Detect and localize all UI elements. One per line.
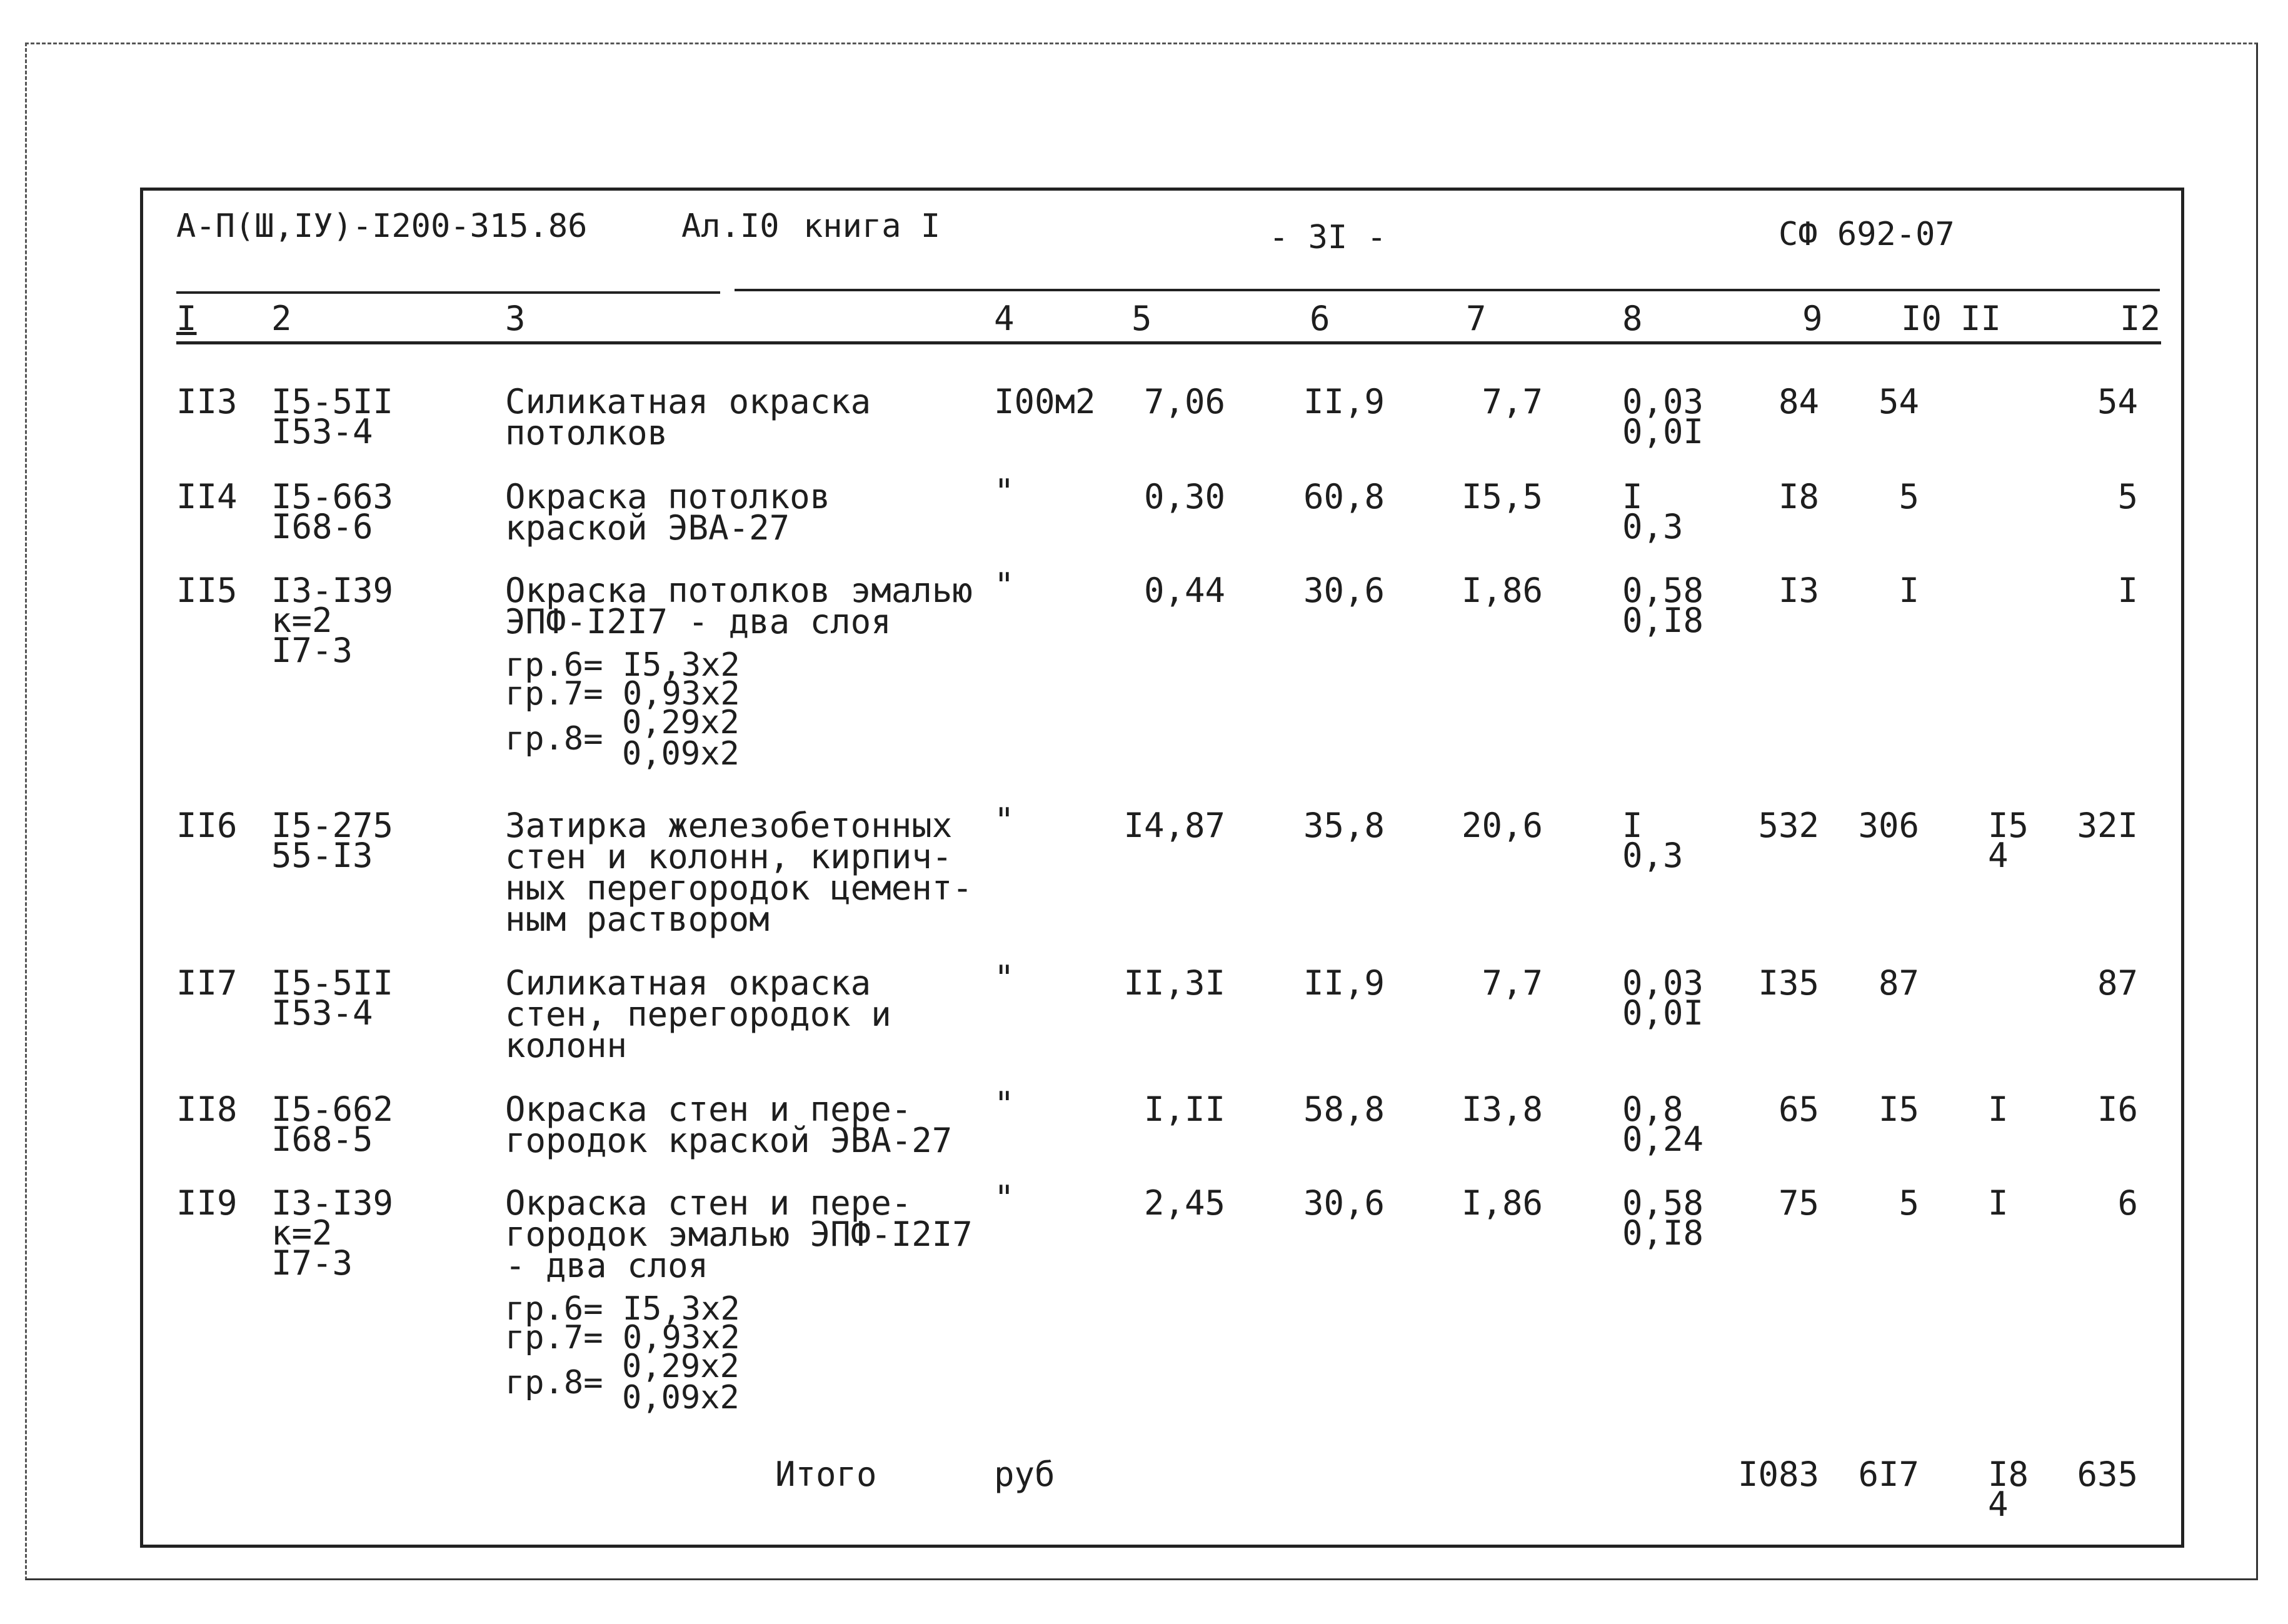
col7-value: I5,5: [1461, 477, 1543, 516]
col9-value: 84: [1778, 382, 1819, 421]
col8-value: 0,0I: [1622, 993, 1704, 1033]
rate-code: I7-3: [271, 631, 353, 670]
work-description: Окраска стен и пере-: [505, 1090, 912, 1129]
work-description: стен и колонн, кирпич-: [505, 837, 953, 876]
col9-value: I3: [1778, 571, 1819, 610]
col6-value: 30,6: [1303, 1183, 1385, 1223]
rate-code: I5-5II: [271, 963, 394, 1003]
rate-code: к=2: [271, 601, 333, 640]
col9-value: 75: [1778, 1183, 1819, 1223]
rate-code: I7-3: [271, 1243, 353, 1283]
work-description: городок краской ЭВА-27: [505, 1121, 953, 1160]
col6-value: 58,8: [1303, 1090, 1385, 1129]
col10-value: I5: [1878, 1090, 1919, 1129]
header-rule-right: [735, 289, 2160, 291]
rate-code: I5-275: [271, 806, 394, 845]
unit: ": [994, 958, 1015, 998]
row-number: II3: [176, 382, 238, 421]
unit: I00м2: [994, 382, 1096, 421]
col8-value: I: [1622, 477, 1643, 516]
rate-code: I53-4: [271, 993, 373, 1033]
col9-value: 65: [1778, 1090, 1819, 1129]
col5-value: II,3I: [1123, 963, 1225, 1003]
total-col10: 6I7: [1858, 1455, 1919, 1494]
work-description: - два слоя: [505, 1246, 709, 1285]
album-number: Ал.I0: [681, 208, 780, 245]
rate-code: I5-663: [271, 477, 394, 516]
total-unit: руб: [994, 1455, 1055, 1494]
col5-value: 0,30: [1143, 477, 1225, 516]
rate-code: I53-4: [271, 412, 373, 451]
rate-code: I5-662: [271, 1090, 394, 1129]
column-header-rule: [176, 341, 2161, 344]
col8-value: 0,58: [1622, 1183, 1704, 1223]
work-description: Окраска потолков: [505, 477, 831, 516]
column-header-11: II: [1960, 299, 2002, 338]
series-code: СФ 692-07: [1779, 216, 1955, 253]
col6-value: 30,6: [1303, 571, 1385, 610]
col5-value: 2,45: [1143, 1183, 1225, 1223]
col8-value: 0,8: [1622, 1090, 1683, 1129]
col12-value: 32I: [2077, 806, 2138, 845]
rate-code: I68-5: [271, 1120, 373, 1159]
column-header-8: 8: [1622, 299, 1643, 338]
col5-value: 0,44: [1143, 571, 1225, 610]
row-number: II6: [176, 806, 238, 845]
col8-value: 0,03: [1622, 963, 1704, 1003]
col11-value: 4: [1988, 836, 2009, 875]
formula-line: гр.7= 0,93х2: [505, 675, 740, 713]
row-number: II7: [176, 963, 238, 1003]
formula-line: гр.6= I5,3х2: [505, 646, 740, 684]
col12-value: 54: [2097, 382, 2138, 421]
col5-value: I4,87: [1123, 806, 1225, 845]
col5-value: 7,06: [1143, 382, 1225, 421]
column-header-5: 5: [1131, 299, 1152, 338]
column-header-12: I2: [2120, 299, 2161, 338]
work-description: Окраска потолков эмалью: [505, 571, 973, 610]
col10-value: 5: [1899, 477, 1919, 516]
total-col11: 4: [1988, 1485, 2009, 1524]
work-description: ных перегородок цемент-: [505, 868, 973, 908]
column-header-9: 9: [1802, 299, 1823, 338]
total-label: Итого: [775, 1455, 877, 1494]
col7-value: 20,6: [1461, 806, 1543, 845]
row-number: II8: [176, 1090, 238, 1129]
total-col12: 635: [2077, 1455, 2138, 1494]
unit: ": [994, 566, 1015, 605]
book-number: книга I: [803, 208, 941, 245]
col8-value: 0,I8: [1622, 1213, 1704, 1253]
rate-code: I5-5II: [271, 382, 394, 421]
work-description: Силикатная окраска: [505, 382, 871, 421]
formula-line: 0,09х2: [622, 1379, 740, 1416]
rate-code: I3-I39: [271, 1183, 394, 1223]
column-header-3: 3: [505, 299, 526, 338]
formula-line: 0,29х2: [622, 1348, 740, 1385]
col9-value: I8: [1778, 477, 1819, 516]
rate-code: I3-I39: [271, 571, 394, 610]
col8-value: 0,3: [1622, 836, 1683, 875]
col10-value: I: [1899, 571, 1919, 610]
col5-value: I,II: [1143, 1090, 1225, 1129]
col10-value: 5: [1899, 1183, 1919, 1223]
col12-value: 87: [2097, 963, 2138, 1003]
unit: ": [994, 1178, 1015, 1218]
rate-code: I68-6: [271, 507, 373, 546]
col10-value: 306: [1858, 806, 1919, 845]
document-code: А-П(Ш,IУ)-I200-315.86: [176, 208, 588, 245]
total-col9: I083: [1737, 1455, 1819, 1494]
col7-value: I3,8: [1461, 1090, 1543, 1129]
col7-value: 7,7: [1482, 963, 1543, 1003]
work-description: колонн: [505, 1026, 628, 1065]
col8-value: 0,3: [1622, 507, 1683, 546]
work-description: Затирка железобетонных: [505, 806, 953, 845]
col9-value: I35: [1758, 963, 1819, 1003]
col8-value: 0,58: [1622, 571, 1704, 610]
col11-value: I5: [1988, 806, 2029, 845]
col9-value: 532: [1758, 806, 1819, 845]
col7-value: I,86: [1461, 1183, 1543, 1223]
formula-line: гр.8=: [505, 1364, 603, 1401]
col11-value: I: [1988, 1183, 2009, 1223]
rate-code: к=2: [271, 1213, 333, 1253]
col6-value: 60,8: [1303, 477, 1385, 516]
header-rule-left: [176, 291, 720, 294]
work-description: ЭПФ-I2I7 - два слоя: [505, 602, 891, 641]
total-col11: I8: [1988, 1455, 2029, 1494]
col11-value: I: [1988, 1090, 2009, 1129]
column-header-10: I0: [1901, 299, 1942, 338]
column-header-7: 7: [1466, 299, 1487, 338]
row-number: II5: [176, 571, 238, 610]
col6-value: II,9: [1303, 382, 1385, 421]
col12-value: 6: [2117, 1183, 2138, 1223]
formula-line: 0,29х2: [622, 704, 740, 741]
column-header-2: 2: [271, 299, 292, 338]
col12-value: I: [2117, 571, 2138, 610]
rate-code: 55-I3: [271, 836, 373, 875]
formula-line: гр.7= 0,93х2: [505, 1319, 740, 1356]
formula-line: 0,09х2: [622, 735, 740, 773]
col7-value: I,86: [1461, 571, 1543, 610]
col6-value: 35,8: [1303, 806, 1385, 845]
column-header-1: I: [176, 299, 197, 338]
col7-value: 7,7: [1482, 382, 1543, 421]
page-number: - 3I -: [1269, 219, 1387, 256]
col8-value: 0,24: [1622, 1120, 1704, 1159]
unit: ": [994, 801, 1015, 840]
col10-value: 87: [1878, 963, 1919, 1003]
work-description: потолков: [505, 413, 668, 453]
formula-line: гр.8=: [505, 720, 603, 758]
work-description: краской ЭВА-27: [505, 508, 790, 548]
row-number: II9: [176, 1183, 238, 1223]
unit: ": [994, 1085, 1015, 1124]
column-header-4: 4: [994, 299, 1015, 338]
col6-value: II,9: [1303, 963, 1385, 1003]
unit: ": [994, 472, 1015, 511]
formula-line: гр.6= I5,3х2: [505, 1290, 740, 1328]
col12-value: 5: [2117, 477, 2138, 516]
col8-value: 0,I8: [1622, 601, 1704, 640]
col10-value: 54: [1878, 382, 1919, 421]
col8-value: 0,0I: [1622, 412, 1704, 451]
col8-value: I: [1622, 806, 1643, 845]
column-header-6: 6: [1310, 299, 1330, 338]
work-description: ным раствором: [505, 900, 770, 939]
work-description: стен, перегородок и: [505, 995, 891, 1034]
work-description: Окраска стен и пере-: [505, 1183, 912, 1223]
work-description: городок эмалью ЭПФ-I2I7: [505, 1215, 973, 1254]
col12-value: I6: [2097, 1090, 2138, 1129]
work-description: Силикатная окраска: [505, 963, 871, 1003]
row-number: II4: [176, 477, 238, 516]
col8-value: 0,03: [1622, 382, 1704, 421]
